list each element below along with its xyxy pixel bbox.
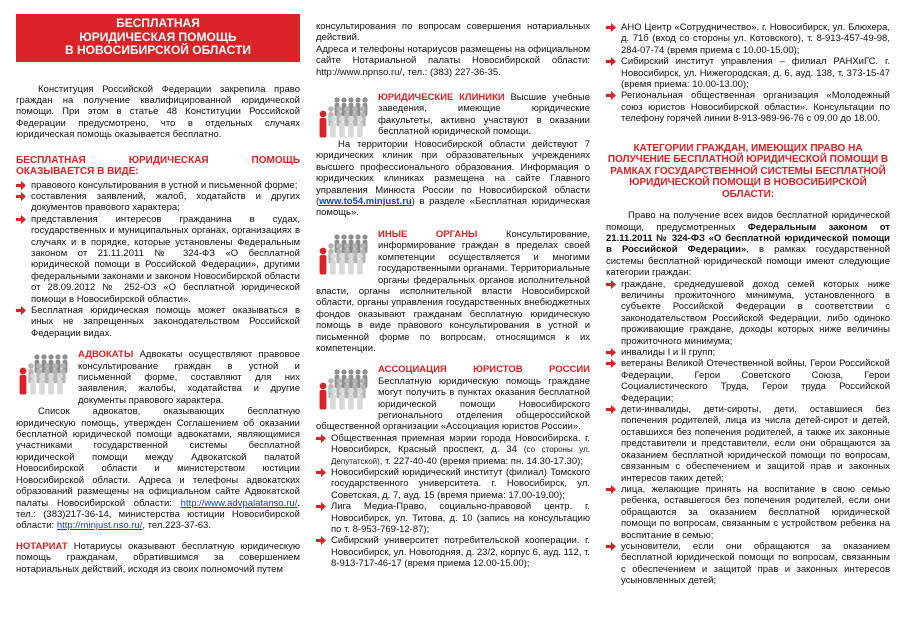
notary-sites: Адреса и телефоны нотариусов размещены на официальном сайте Нотариальной палаты Новосибирской области: http://www.npnso.ru/, тел.: (383) 227-36-35. (316, 43, 590, 78)
list-item: Сибирский университет потребительской кооперации. г. Новосибирск, ул. Новогодняя, д. 23/2, корпус 6, ауд. 112, т. 8-913-717-46-17 (время приема 12.00-15.00); (316, 535, 590, 569)
lawyers-text: Адвокаты осуществляют правовое консультирование граждан в устной и письменной форме, составляют для них заявления, жалобы, ходатайства и другие документы правового характера. (78, 349, 300, 406)
arrow-bullet-icon (606, 23, 616, 32)
arrow-bullet-icon (606, 359, 616, 368)
notary-continuation: консультирования по вопросам совершения нотариальных действий. (316, 21, 590, 44)
list-item: Бесплатная юридическая помощь может оказываться в иных не запрещенных законодательством Российской Федерации видах. (16, 305, 300, 339)
title-banner (16, 14, 300, 62)
list-item: Новосибирский юридический институт (филиал) Томского государственного университета. г. Новосибирск, ул. Советская, д. 7, ауд. 15 (время приема: 17.00-19.00); (316, 467, 590, 501)
arrow-bullet-icon (606, 485, 616, 494)
list-item: представления интересов гражданина в судах, государственных и муниципальных органах, организациях в случаях и в порядке, которые установлены Федеральным законом от 21.11.2011 № 324-ФЗ «О бесплатной юридической помощи в Российской Федерации», другими федеральными законами и законом Новосибирской области от 28.09.2012 № 252-ОЗ «О бесплатной юридической помощи в Новосибирской области». (16, 214, 300, 305)
list-item: лица, желающие принять на воспитание в свою семью ребенка, оставшегося без попечения родителей, если они обращаются за оказанием бесплатной юридической помощи по вопросам, связанным с устройством ребенка на воспитание в семью; (606, 484, 890, 541)
list-item: Лига Медиа-Право, социально-правовой центр. г. Новосибирск, ул. Титова, д. 10 (запись на консультацию по т. 8-953-769-12-87); (316, 501, 590, 535)
to54-minjust-link[interactable]: www.to54.minjust.ru (319, 196, 412, 208)
association-title: АССОЦИАЦИЯ ЮРИСТОВ РОССИИ (378, 364, 590, 376)
arrow-bullet-icon (606, 542, 616, 551)
arrow-bullet-icon (16, 192, 26, 201)
arrow-bullet-icon (606, 57, 616, 66)
people-crowd-icon (316, 94, 372, 138)
lawyers-section: АДВОКАТЫ Адвокаты осуществляют правовое консультирование граждан в устной и письменной форме, составляют для них заявления, жалобы, ходатайства и другие документы правового характера. Список адвокатов, оказывающих бесплатную юридическую помощь, утвержден Соглашением об оказании бесплатной юридической помощи адвокатами, являющимися участниками государственной системы бесплатной юридической помощи между Адвокатской палатой Новосибирской области и министерством юстиции Новосибирской области. Адреса и телефоны адвокатских образований размещены на официальном сайте Адвокатской палаты Новосибирской области: http://www.advpalatanso.ru/, тел.: (383)217-36-14, министерства юстиции Новосибирской области: http://minjust.nso.ru/, тел.223-37-63. (16, 349, 300, 532)
title-line-3: В НОВОСИБИРСКОЙ ОБЛАСТИ (65, 43, 251, 57)
people-crowd-icon (316, 231, 372, 275)
arrow-bullet-icon (16, 181, 26, 190)
association-section: АССОЦИАЦИЯ ЮРИСТОВ РОССИИ Бесплатную юридическую помощь граждане могут получить в пунктах оказания бесплатной юридической помощи Новосибирского регионального отделения общероссийской общественной организации «Ассоциация юристов России». Общественная приемная мэрии города Новосибирска. г. Новосибирск, Красный проспект, д. 34 (со стороны ул. Депутатской), т. 227-40-40 (время приема: пн. 14.30-17.30); Новосибирский юридический институт (филиал) Томского государственного университета. г. Новосибирск, ул. Советская, д. 7, ауд. 15 (время приема: 17.00-19.00); Лига Медиа-Право, социально-правовой центр. г. Новосибирск, ул. Титова, д. 10 (запись на консультацию по т. 8-953-769-12-87); Сибирский университет потребительской кооперации. г. Новосибирск, ул. Новогодняя, д. 23/2, корпус 6, ауд. 112, т. 8-913-717-46-17 (время приема 12.00-15.00); (316, 364, 590, 570)
list-item: усыновители, если они обращаются за оказанием бесплатной юридической помощи по вопросам, связанным с обеспечением и защитой прав и законных интересов усыновленных детей; (606, 541, 890, 587)
categories-heading: КАТЕГОРИИ ГРАЖДАН, ИМЕЮЩИХ ПРАВО НА ПОЛУЧЕНИЕ БЕСПЛАТНОЙ ЮРИДИЧЕСКОЙ ПОМОЩИ В РАМКАХ ГОСУДАРСТВЕННОЙ СИСТЕМЫ БЕСПЛАТНОЙ ЮРИДИЧЕСКОЙ ПОМОЩИ В НОВОСИБИРСКОЙ ОБЛАСТИ: (607, 142, 889, 200)
advpalata-link[interactable]: http://www.advpalatanso.ru/ (180, 497, 298, 509)
list-item: Региональная общественная организация «Молодежный союз юристов Новосибирской области». Консультации по телефону горячей линии 8-913-989-96-76 с 09.00 до 18.00. (606, 90, 890, 124)
list-item: Сибирский институт управления – филиал РАНХиГС. г. Новосибирск, ул. Нижегородская, д. 6, ауд. 138, т. 373-15-47 (время приема: 10.00-13.00); (606, 56, 890, 90)
forms-heading: БЕСПЛАТНАЯ ЮРИДИЧЕСКАЯ ПОМОЩЬ ОКАЗЫВАЕТСЯ В ВИДЕ: (16, 154, 300, 178)
arrow-bullet-icon (606, 405, 616, 414)
intro-paragraph: Конституция Российской Федерации закрепила право граждан на получение квалифицированной юридической помощи. При этом в статье 48 Конституции Российской Федерации предусмотрено, что в отдельных случаях юридическая помощь оказывается бесплатно. (16, 83, 300, 141)
list-item: ветераны Великой Отечественной войны, Герои Российской Федерации, Герои Советского Союза, Герои Социалистического Труда, Герои труда Российской Федерации; (606, 358, 890, 404)
notary-title: НОТАРИАТ (16, 540, 68, 552)
list-item: АНО Центр «Сотрудничество». г. Новосибирск, ул. Блюхера, д. 71б (вход со стороны ул. Котовского), т. 8-913-457-49-98, 284-07-74 (время приема с 10.00-15.00); (606, 22, 890, 56)
arrow-bullet-icon (606, 280, 616, 289)
column-middle (316, 0, 590, 636)
arrow-bullet-icon (16, 215, 26, 224)
column-right (606, 0, 890, 636)
list-item: правового консультирования в устной и письменной форме; (16, 180, 300, 191)
clinics-section: ЮРИДИЧЕСКИЕ КЛИНИКИ Высшие учебные заведения, имеющие юридические факультеты, активно участвуют в оказании бесплатной юридической помощи. На территории Новосибирской области действуют 7 юридических клиник при образовательных учреждениях высшего профессионального образования. Информация о юридических клиниках размещена на сайте Главного управления Минюста России по Новосибирской области (www.to54.minjust.ru) в разделе «Бесплатная юридическая помощь». (316, 92, 590, 219)
minjust-nso-link[interactable]: http://minjust.nso.ru/ (56, 520, 143, 532)
list-item: дети-инвалиды, дети-сироты, дети, оставшиеся без попечения родителей, лица из числа детей-сирот и детей, оставшихся без попечения родителей, а также их законные представители и представители, если они обращаются за оказанием бесплатной юридической помощи по вопросам, связанным с обеспечением и защитой прав и законных интересов таких детей; (606, 404, 890, 484)
arrow-bullet-icon (16, 306, 26, 315)
column-left (16, 0, 300, 636)
arrow-bullet-icon (316, 536, 326, 545)
arrow-bullet-icon (316, 502, 326, 511)
list-item: Общественная приемная мэрии города Новосибирска. г. Новосибирск, Красный проспект, д. 34 (со стороны ул. Депутатской), т. 227-40-40 (время приема: пн. 14.30-17.30); (316, 433, 590, 467)
arrow-bullet-icon (316, 434, 326, 443)
people-crowd-icon (316, 366, 372, 410)
categories-intro: Право на получение всех видов бесплатной юридической помощи, предусмотренных Федеральным законом от 21.11.2011 № 324-ФЗ «О бесплатной юридической помощи в Российской Федерации», в рамках государственной системы бесплатной юридической помощи имеют следующие категории граждан: (606, 210, 890, 279)
clinics-title: ЮРИДИЧЕСКИЕ КЛИНИКИ (378, 92, 505, 104)
people-crowd-icon (16, 351, 72, 395)
arrow-bullet-icon (606, 348, 616, 357)
title-line-2: ЮРИДИЧЕСКАЯ ПОМОЩЬ (79, 29, 237, 44)
list-item: граждане, среднедушевой доход семей которых ниже величины прожиточного минимума, установленного в субъекте Российской Федерации в соответствии с законодательством Российской Федерации, либо одиноко проживающие граждане, доходы которых ниже величины прожиточного минимума; (606, 279, 890, 347)
notary-paragraph: НОТАРИАТ Нотариусы оказывают бесплатную юридическую помощь гражданам, обратившимся за совершением нотариальных действий, исходя из своих полномочий путем (16, 540, 300, 575)
title-line-1: БЕСПЛАТНАЯ (116, 16, 200, 30)
arrow-bullet-icon (606, 91, 616, 100)
arrow-bullet-icon (316, 468, 326, 477)
other-bodies-title: ИНЫЕ ОРГАНЫ (378, 228, 478, 240)
lawyers-title: АДВОКАТЫ (78, 349, 134, 361)
list-item: инвалиды I и II групп; (606, 347, 890, 358)
list-item: составления заявлений, жалоб, ходатайств и других документов правового характера; (16, 191, 300, 214)
other-bodies-section: ИНЫЕ ОРГАНЫ Консультирование, информирование граждан в пределах своей компетенции осуществляется и многими государственными органами. Территориальные органы федеральных органов исполнительной власти, органы исполнительной власти Новосибирской области, органы управления государственных внебюджетных фондов оказывают гражданам бесплатную юридическую помощь в виде правового консультирования в устной и письменной форме по вопросам, относящимся к их компетенции. (316, 228, 590, 354)
